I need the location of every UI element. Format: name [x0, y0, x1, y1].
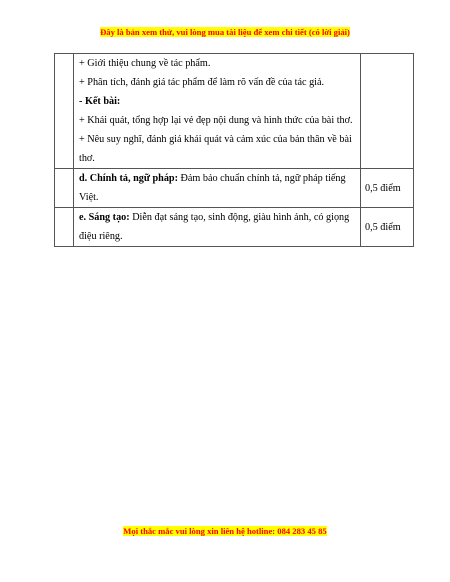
- criterion-text: Diễn đạt sáng tạo, sinh động, giàu hình ảnh, có giọng điệu riêng.: [79, 212, 350, 242]
- preview-notice-text: Đây là bản xem thử, vui lòng mua tài liệu để xem chi tiết (có lời giải): [100, 27, 350, 37]
- conclusion-heading: - Kết bài:: [79, 96, 121, 107]
- empty-cell: [55, 208, 74, 247]
- table-row-spelling: [55, 169, 414, 208]
- criterion-text: Đảm bảo chuẩn chính tả, ngữ pháp tiếng Việt.: [79, 173, 346, 203]
- content-cell: [74, 208, 361, 247]
- table-row-creativity: [55, 208, 414, 247]
- guidance-line-1: + Giới thiệu chung về tác phẩm.: [79, 58, 211, 69]
- table-row-body-guidance: [55, 54, 414, 169]
- hotline-text: Mọi thắc mắc vui lòng xin liên hệ hotline: 084 283 45 85: [123, 526, 327, 536]
- grading-table: [54, 53, 414, 247]
- content-cell: [74, 54, 361, 169]
- empty-cell: [55, 169, 74, 208]
- score-cell: 0,5 điểm: [361, 208, 414, 247]
- hotline-banner: [0, 526, 450, 537]
- empty-cell: [55, 54, 74, 169]
- guidance-line-2: + Phân tích, đánh giá tác phẩm để làm rõ vấn đề của tác giả.: [79, 77, 325, 88]
- guidance-line-3: + Khái quát, tổng hợp lại vẻ đẹp nội dung và hình thức của bài thơ.: [79, 115, 353, 126]
- content-cell: [74, 169, 361, 208]
- score-cell-empty: [361, 54, 414, 169]
- criterion-label: d. Chính tả, ngữ pháp:: [79, 173, 178, 184]
- preview-notice-banner: [0, 27, 450, 38]
- score-cell: 0,5 điểm: [361, 169, 414, 208]
- criterion-label: e. Sáng tạo:: [79, 212, 130, 223]
- guidance-line-4: + Nêu suy nghĩ, đánh giá khái quát và cảm xúc của bản thân về bài thơ.: [79, 134, 352, 164]
